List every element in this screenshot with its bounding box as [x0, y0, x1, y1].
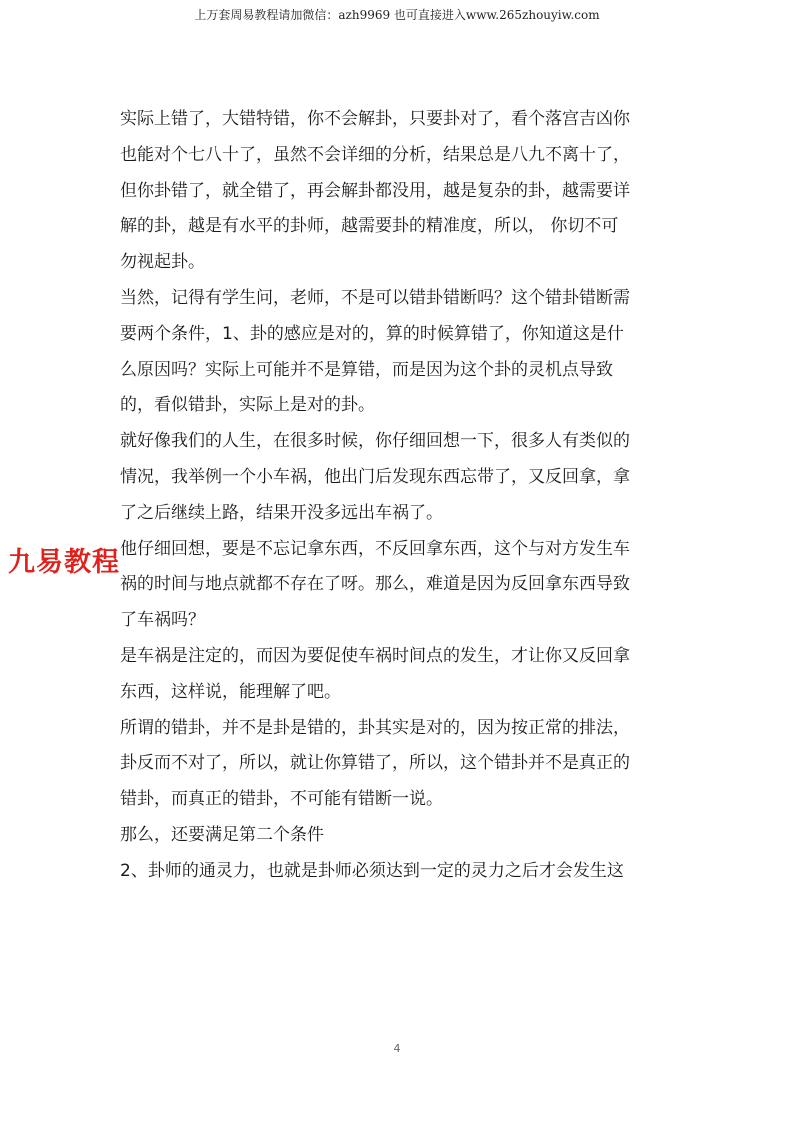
body-line: 了车祸吗？: [120, 610, 205, 631]
body-line: 也能对个七八十了，虽然不会详细的分析，结果总是八九不离十了，: [120, 144, 630, 165]
document-body: [120, 102, 680, 890]
body-line: 卦反而不对了，所以，就让你算错了，所以，这个错卦并不是真正的: [120, 753, 630, 774]
body-line: 情况，我举例一个小车祸，他出门后发现东西忘带了，又反回拿，拿: [120, 466, 630, 487]
body-line: 所谓的错卦，并不是卦是错的，卦其实是对的，因为按正常的排法，: [120, 717, 630, 738]
page-number: 4: [393, 1042, 401, 1055]
body-line: 他仔细回想，要是不忘记拿东西，不反回拿东西，这个与对方发生车: [120, 538, 630, 559]
body-line: 2、卦师的通灵力，也就是卦师必须达到一定的灵力之后才会发生这: [120, 860, 624, 881]
body-line: 祸的时间与地点就都不存在了呀。那么，难道是因为反回拿东西导致: [120, 574, 630, 595]
body-line: 就好像我们的人生，在很多时候，你仔细回想一下，很多人有类似的: [120, 431, 630, 452]
body-line: 解的卦，越是有水平的卦师，越需要卦的精准度，所以， 你切不可: [120, 216, 619, 237]
body-line: 实际上错了，大错特错，你不会解卦，只要卦对了，看个落宫吉凶你: [120, 109, 630, 129]
watermark-logo: 九易教程: [8, 547, 120, 578]
body-line: 了之后继续上路，结果开没多远出车祸了。: [120, 502, 443, 523]
body-line: 那么，还要满足第二个条件: [120, 824, 324, 845]
page-header: 上万套周易教程请加微信：azh9969 也可直接进入www.265zhouyiw.com: [194, 8, 600, 22]
body-line: 错卦，而真正的错卦，不可能有错断一说。: [120, 789, 443, 810]
body-line: 么原因吗？实际上可能并不是算错，而是因为这个卦的灵机点导致: [120, 359, 613, 380]
body-line: 但你卦错了，就全错了，再会解卦都没用，越是复杂的卦，越需要详: [120, 180, 630, 201]
body-line: 要两个条件，1、卦的感应是对的，算的时候算错了，你知道这是什: [120, 323, 624, 344]
body-line: 是车祸是注定的，而因为要促使车祸时间点的发生，才让你又反回拿: [120, 645, 630, 666]
body-line: 的，看似错卦，实际上是对的卦。: [120, 395, 375, 416]
body-line: 东西，这样说，能理解了吧。: [120, 681, 341, 702]
body-line: 当然，记得有学生问，老师，不是可以错卦错断吗？这个错卦错断需: [120, 287, 630, 308]
body-line: 勿视起卦。: [120, 252, 205, 273]
